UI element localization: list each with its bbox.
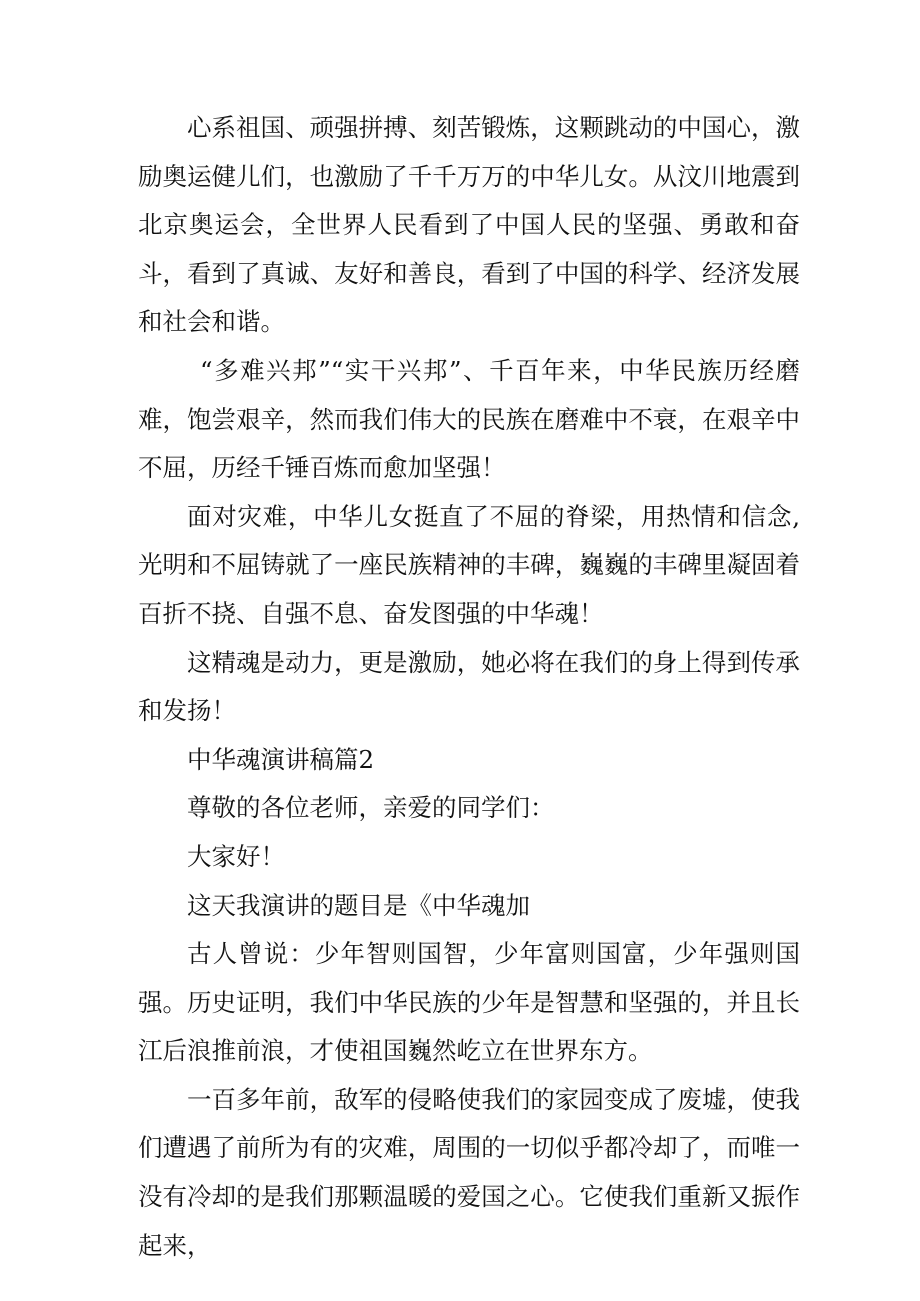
document-body bbox=[138, 104, 800, 1270]
paragraph-1: 心系祖国、顽强拼搏、刻苦锻炼，这颗跳动的中国心，激励奥运健儿们，也激励了千千万万的中华儿女。从汶川地震到北京奥运会，全世界人民看到了中国人民的坚强、勇敢和奋斗，看到了真诚、友好和善良，看到了中国的科学、经济发展和社会和谐。 bbox=[138, 113, 800, 337]
greeting: 大家好！ bbox=[187, 841, 285, 871]
salutation: 尊敬的各位老师，亲爱的同学们： bbox=[187, 793, 555, 823]
paragraph-2: “多难兴邦”“实干兴邦”、千百年来，中华民族历经磨难，饱尝艰辛，然而我们伟大的民族在磨难中不衰，在艰辛中不屈，历经千锤百炼而愈加坚强！ bbox=[138, 355, 800, 483]
paragraph-9: 古人曾说：少年智则国智，少年富则国富，少年强则国强。历史证明，我们中华民族的少年是智慧和坚强的，并且长江后浪推前浪，才使祖国巍然屹立在世界东方。 bbox=[138, 939, 800, 1066]
section-heading: 中华魂演讲稿篇2 bbox=[187, 744, 375, 774]
speech-title-line: 这天我演讲的题目是《中华魂加 bbox=[187, 890, 530, 920]
paragraph-10: 一百多年前，敌军的侵略使我们的家园变成了废墟，使我们遭遇了前所为有的灾难，周围的一切似乎都冷却了，而唯一没有冷却的是我们那颗温暖的爱国之心。它使我们重新又振作起来， bbox=[138, 1084, 800, 1260]
paragraph-4: 这精魂是动力，更是激励，她必将在我们的身上得到传承和发扬！ bbox=[138, 647, 800, 726]
paragraph-3: 面对灾难，中华儿女挺直了不屈的脊梁，用热情和信念,光明和不屈铸就了一座民族精神的丰碑，巍巍的丰碑里凝固着百折不挠、自强不息、奋发图强的中华魂！ bbox=[138, 501, 800, 628]
